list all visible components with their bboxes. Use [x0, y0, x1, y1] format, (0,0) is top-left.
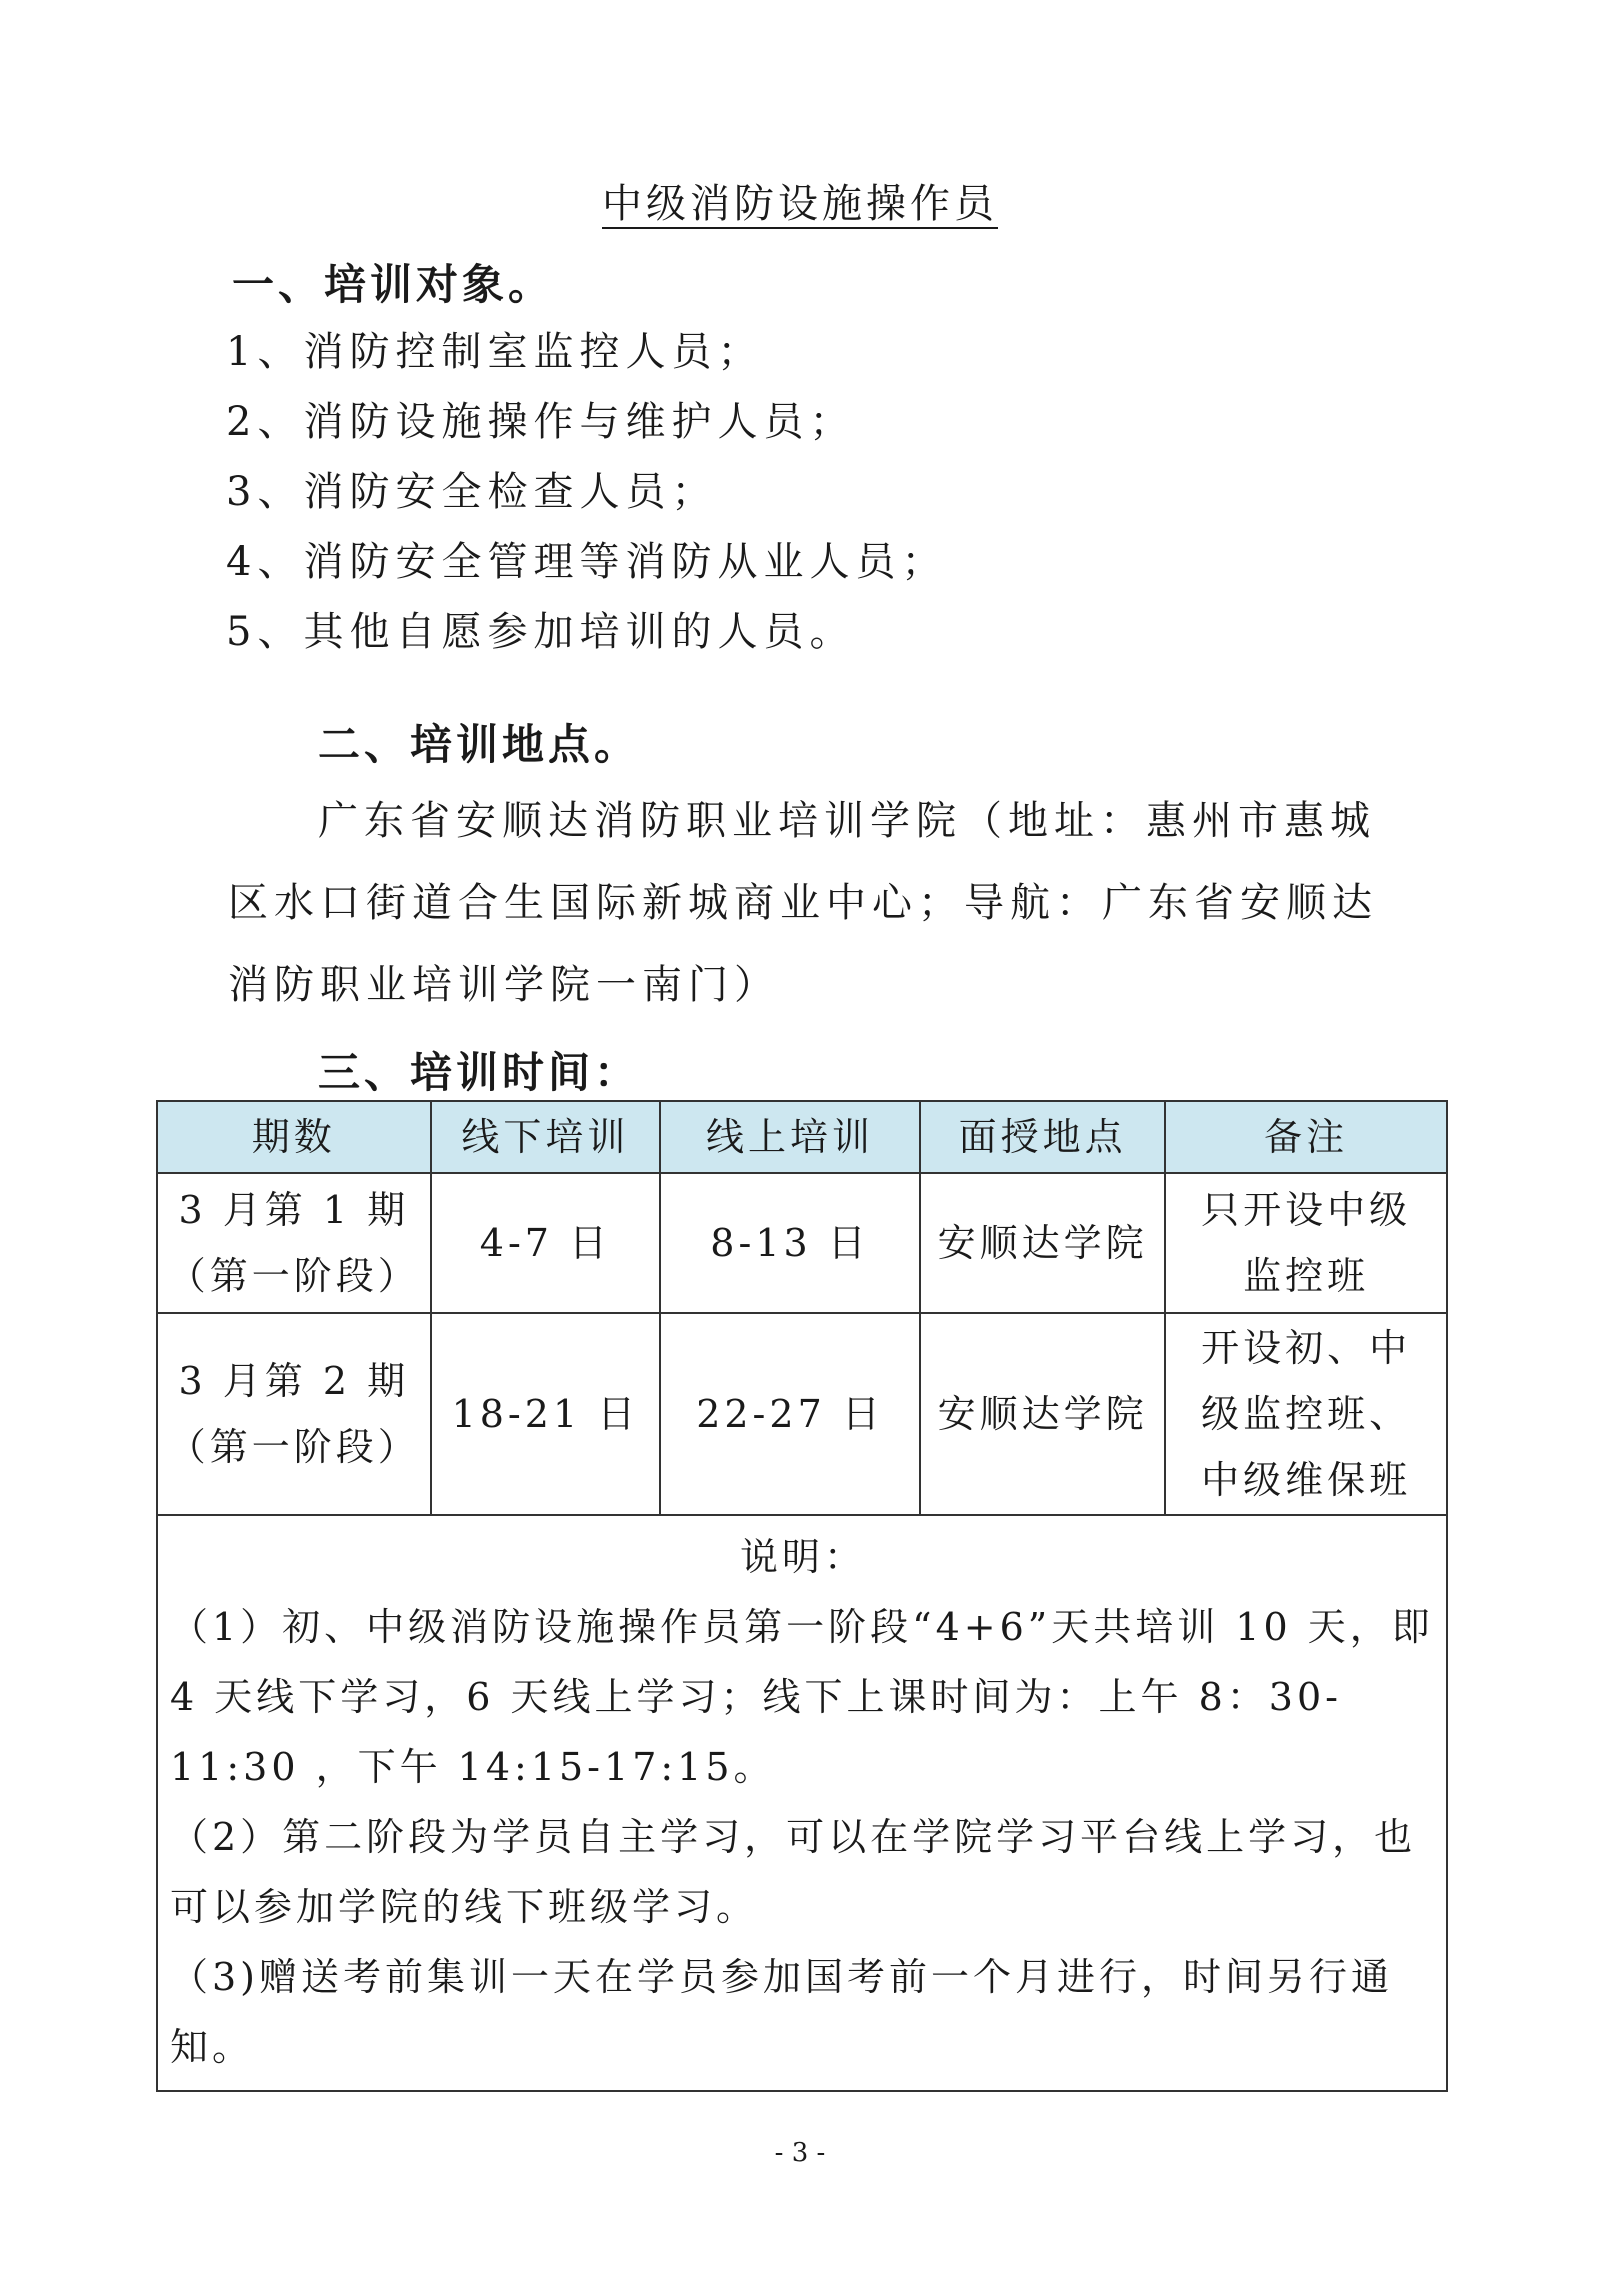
table-row: [157, 1313, 1447, 1515]
offline-cell: 18-21 日: [431, 1313, 661, 1515]
document-title: [0, 172, 1600, 229]
section-1-item: 3、消防安全检查人员；: [226, 469, 718, 515]
notes-cell: [157, 1515, 1447, 2091]
schedule-table: [156, 1100, 1448, 2092]
section-1-item: 4、消防安全管理等消防从业人员；: [226, 539, 948, 585]
place-cell: 安顺达学院: [920, 1173, 1166, 1313]
header-offline: 线下培训: [431, 1101, 661, 1173]
header-remark: 备注: [1165, 1101, 1447, 1173]
stage-label: （第一阶段）: [167, 1254, 420, 1298]
note-item: （3)赠送考前集训一天在学员参加国考前一个月进行，时间另行通知。: [170, 1955, 1394, 2069]
section-2-heading: 二、培训地点。: [318, 720, 641, 769]
section-2-text: 广东省安顺达消防职业培训学院（地址：惠州市惠城区水口街道合生国际新城商业中心；导航：广东省安顺达消防职业培训学院一南门）: [228, 798, 1378, 1008]
table-header-row: [157, 1101, 1447, 1173]
section-1-item: 5、其他自愿参加培训的人员。: [226, 609, 856, 655]
period-cell: [157, 1313, 431, 1515]
section-2-paragraph: [228, 780, 1388, 1026]
online-cell: 22-27 日: [660, 1313, 920, 1515]
stage-label: （第一阶段）: [167, 1425, 420, 1469]
table-row: [157, 1173, 1447, 1313]
period-cell: [157, 1173, 431, 1313]
section-1-item: 1、消防控制室监控人员；: [226, 329, 764, 375]
page-number: - 3 -: [774, 2138, 826, 2168]
header-place: 面授地点: [920, 1101, 1166, 1173]
section-3-heading: 三、培训时间：: [318, 1048, 641, 1097]
remark-cell: 只开设中级监控班: [1165, 1173, 1447, 1313]
place-cell: 安顺达学院: [920, 1313, 1166, 1515]
document-title-text: 中级消防设施操作员: [602, 181, 998, 227]
note-item: （1）初、中级消防设施操作员第一阶段“4+6”天共培训 10 天，即 4 天线下学习，6 天线上学习；线下上课时间为：上午 8：30-11:30 ，下午 14:15-17:15。: [170, 1605, 1434, 1789]
notes-heading: 说明：: [739, 1535, 866, 1579]
section-1-heading: 一、培训对象。: [232, 260, 555, 309]
notes-row: [157, 1515, 1447, 2091]
note-item: （2）第二阶段为学员自主学习，可以在学院学习平台线上学习，也可以参加学院的线下班级学习。: [170, 1815, 1417, 1929]
header-period: 期数: [157, 1101, 431, 1173]
section-1-item: 2、消防设施操作与维护人员；: [226, 399, 856, 445]
online-cell: 8-13 日: [660, 1173, 920, 1313]
offline-cell: 4-7 日: [431, 1173, 661, 1313]
remark-cell: 开设初、中级监控班、中级维保班: [1165, 1313, 1447, 1515]
period-label: 3 月第 1 期: [178, 1188, 410, 1232]
header-online: 线上培训: [660, 1101, 920, 1173]
period-label: 3 月第 2 期: [178, 1359, 410, 1403]
